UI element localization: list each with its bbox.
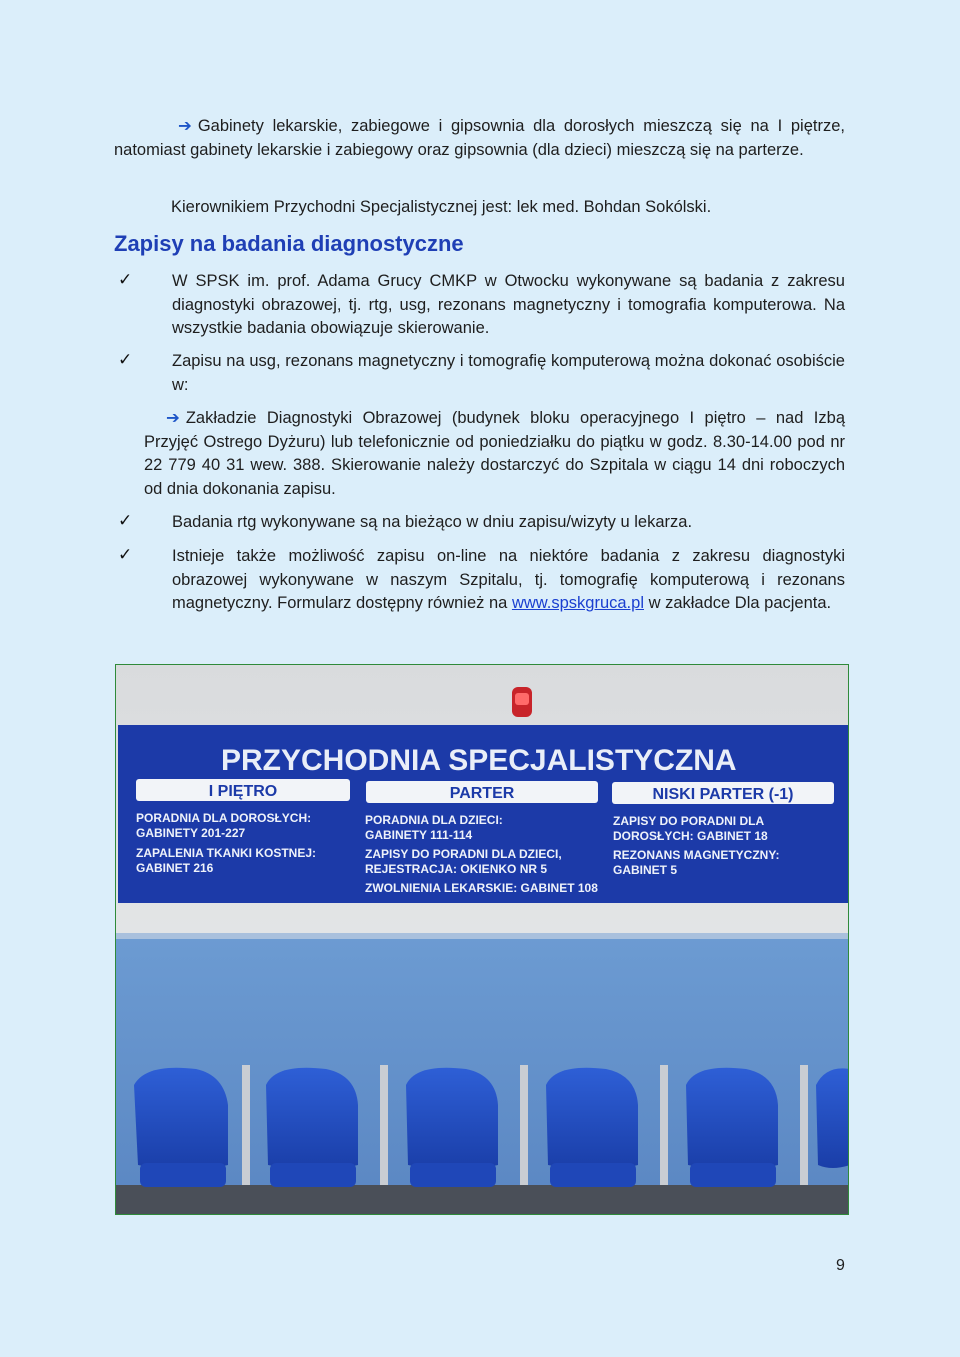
section-heading: Zapisy na badania diagnostyczne <box>114 231 464 256</box>
sign-col3-line: ZAPISY DO PORADNI DLA <box>613 814 765 828</box>
sign-col1-header: I PIĘTRO <box>208 783 278 800</box>
sign-col2-line: ZAPISY DO PORADNI DLA DZIECI, <box>365 847 562 861</box>
sign-col1-line: GABINET 216 <box>136 861 214 875</box>
manager-line: Kierownikiem Przychodni Specjalistycznej jest: lek med. Bohdan Sokólski. <box>171 198 712 216</box>
sign-col1-line: PORADNIA DLA DOROSŁYCH: <box>136 811 312 825</box>
sign-col1-line: ZAPALENIA TKANKI KOSTNEJ: <box>136 846 316 860</box>
check-icon: ✓ <box>118 350 133 369</box>
sign-col2-line: GABINETY 111-114 <box>365 828 473 842</box>
arrow-right-icon: ➔ <box>178 117 192 135</box>
sign-col3-header: NISKI PARTER (-1) <box>652 786 794 803</box>
photo-illustration <box>116 665 849 1215</box>
page-number: 9 <box>836 1257 845 1274</box>
waiting-room-photo <box>115 664 849 1215</box>
list-item-online: Istnieje także możliwość zapisu on-line na niektóre badania z zakresu diagnostyki obrazowej wykonywane w naszym Szpitalu, tj. tomografię komputerową i rezonans magnetyczny. Formularz dostępny również na www.spskgruca.pl w zakładce Dla pacjenta. <box>172 547 845 613</box>
sign-title: PRZYCHODNIA SPECJALISTYCZNA <box>221 744 737 777</box>
arrow-right-icon: ➔ <box>166 409 180 427</box>
sign-col3-line: DOROSŁYCH: GABINET 18 <box>613 829 768 843</box>
sign-col3-line: GABINET 5 <box>613 863 678 877</box>
check-icon: ✓ <box>118 511 133 530</box>
sub-paragraph-registration: ➔ Zakładzie Diagnostyki Obrazowej (budynek bloku operacyjnego I piętro – nad Izbą Przyjęć Ostrego Dyżuru) lub telefonicznie od poniedziałku do piątku w godz. 8.30-14.00 pod nr 22 779 40 31 wew. 388. Skierowanie należy dostarczyć do Szpitala w ciągu 14 dni roboczych od dnia dokonania zapisu. <box>144 409 845 498</box>
list-item: Zapisu na usg, rezonans magnetyczny i tomografię komputerową można dokonać osobiście w: <box>172 352 845 394</box>
check-icon: ✓ <box>118 545 133 564</box>
sign-col2-line: ZWOLNIENIA LEKARSKIE: GABINET 108 <box>365 881 598 895</box>
sign-col1-line: GABINETY 201-227 <box>136 826 246 840</box>
sign-col2-line: REJESTRACJA: OKIENKO NR 5 <box>365 862 548 876</box>
sign-col3-line: REZONANS MAGNETYCZNY: <box>613 848 780 862</box>
list-item: Badania rtg wykonywane są na bieżąco w dniu zapisu/wizyty u lekarza. <box>172 513 693 531</box>
list-item: W SPSK im. prof. Adama Grucy CMKP w Otwocku wykonywane są badania z zakresu diagnostyki obrazowej, tj. rtg, usg, rezonans magnetyczny i tomografia komputerowa. Na wszystkie badania obowiązuje skierowanie. <box>172 272 845 338</box>
paragraph-floors: ➔ Gabinety lekarskie, zabiegowe i gipsownia dla dorosłych mieszczą się na I piętrze, natomiast gabinety lekarskie i zabiegowy oraz gipsownia (dla dzieci) mieszczą się na parterze. <box>114 117 845 159</box>
website-link[interactable]: www.spskgruca.pl <box>511 594 644 613</box>
sign-col2-header: PARTER <box>449 785 515 802</box>
sign-col2-line: PORADNIA DLA DZIECI: <box>365 813 503 827</box>
check-icon: ✓ <box>118 270 133 289</box>
